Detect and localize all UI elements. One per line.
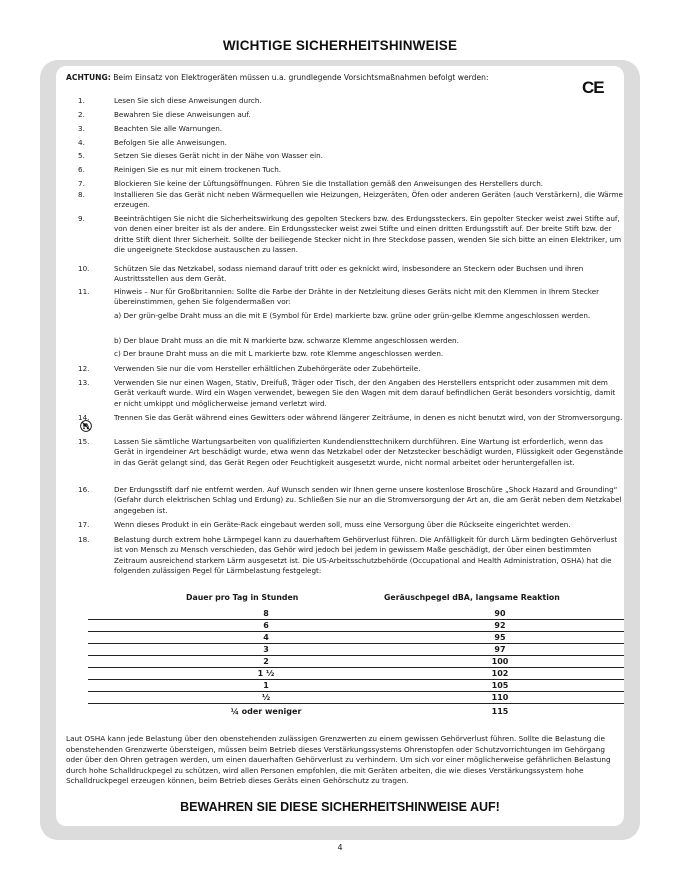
item-text: Verwenden Sie nur einen Wagen, Stativ, Dreifuß, Träger oder Tisch, der den Angaben des Herstellers entspricht oder zusammen mit dem Gerät verkauft wurde. Wird ein Wagen verwendet, bewegen Sie den Wagen mit dem darauf befindlichen Gerät besonders vorsichtig, damit er nicht umkippt und möglicherweise jemand verletzt wird. [114,378,616,408]
item-number: 2. [78,110,85,119]
table-header-hours: Dauer pro Tag in Stunden [186,593,299,602]
item-number: 13. [78,378,90,387]
table-row [88,656,624,668]
table-cell-hours: 4 [263,633,269,642]
item-number: 5. [78,151,85,160]
table-cell-dba: 115 [491,707,509,716]
item-text: Trennen Sie das Gerät während eines Gewitters oder während längerer Zeiträume, in denen es nicht benutzt wird, von der Stromversorgung. [114,413,623,422]
item-text: Der Erdungsstift darf nie entfernt werden. Auf Wunsch senden wir Ihnen gerne unsere kostenlose Broschüre „Shock Hazard and Grounding“ (Gefahr durch elektrischen Schlag und Erdung) zu. Schließen Sie nur an die Stromversorgung der Art an, die am Gerät neben dem Netzkabel angegeben ist. [114,485,622,515]
warning-text: Beim Einsatz von Elektrogeräten müssen u.a. grundlegende Vorsichtsmaßnahmen befolgt werden: [110,73,489,82]
table-cell-hours: 1 ½ [257,669,275,678]
table-cell-dba: 102 [491,669,509,678]
item-text: Blockieren Sie keine der Lüftungsöffnungen. Führen Sie die Installation gemäß den Anweisungen des Herstellers durch. [114,179,544,188]
item-number: 17. [78,520,90,529]
item-number: 1. [78,96,85,105]
table-cell-dba: 92 [494,621,506,630]
item-number: 15. [78,437,90,446]
table-cell-dba: 105 [491,681,509,690]
table-row [88,632,624,644]
table-row [88,706,624,717]
table-row [88,692,624,704]
item-text: Wenn dieses Produkt in ein Geräte-Rack eingebaut werden soll, muss eine Versorgung über die Rückseite eingerichtet werden. [114,520,571,529]
item-number: 14. [78,413,90,422]
table-cell-dba: 110 [491,693,509,702]
sub-item-c: c) Der braune Draht muss an die mit L markierte bzw. rote Klemme angeschlossen werden. [114,349,444,358]
item-number: 3. [78,124,85,133]
table-cell-hours: 3 [263,645,269,654]
item-number: 6. [78,165,85,174]
table-row [88,644,624,656]
item-text: Installieren Sie das Gerät nicht neben Wärmequellen wie Heizungen, Heizgeräten, Öfen oder anderen Geräten (auch Verstärkern), die Wärme erzeugen. [114,190,623,210]
page-title: WICHTIGE SICHERHEITSHINWEISE [222,38,458,53]
sub-item-a: a) Der grün-gelbe Draht muss an die mit E (Symbol für Erde) markierte bzw. grüne oder grün-gelbe Klemme angeschlossen werden. [114,311,591,320]
item-text: Bewahren Sie diese Anweisungen auf. [114,110,251,119]
warning-line [66,73,566,83]
item-text: Belastung durch extrem hohe Lärmpegel kann zu dauerhaftem Gehörverlust führen. Die Anfälligkeit für durch Lärm bedingten Gehörverlust ist von Mensch zu Mensch verschieden, das Gehör wird jedoch bei jedem in gewissem Maße geschädigt, der über einen bestimmten Zeitraum ausreichend starkem Lärm ausgesetzt ist. Die US-Arbeitsschutzbehörde (Occupational and Health Administration, OSHA) hat die folgenden zulässigen Pegel für Lärmbelastung festgelegt: [114,535,618,576]
item-number: 8. [78,190,85,199]
item-text: Verwenden Sie nur die vom Hersteller erhältlichen Zubehörgeräte oder Zubehörteile. [114,364,421,373]
table-cell-hours: 2 [263,657,269,666]
item-text: Reinigen Sie es nur mit einem trockenen Tuch. [114,165,282,174]
item-number: 12. [78,364,90,373]
item-number: 9. [78,214,85,223]
table-cell-hours: 1 [263,681,269,690]
table-header-dba: Geräuschpegel dBA, langsame Reaktion [384,593,560,602]
table-cell-dba: 100 [491,657,509,666]
item-number: 7. [78,179,85,188]
item-text: Hinweis – Nur für Großbritannien: Sollte die Farbe der Drähte in der Netzleitung dieses Geräts nicht mit den Klemmen in Ihrem Stecker übereinstimmen, gehen Sie folgendermaßen vor: [114,287,600,307]
item-text: Lassen Sie sämtliche Wartungsarbeiten von qualifizierten Kundendiensttechnikern durchführen. Eine Wartung ist erforderlich, wenn das Gerät in irgendeiner Art beschädigt wurde, etwa wenn das Netzkabel oder der Netzstecker beschädigt wurden, Flüssigkeit oder Gegenstände in das Gerät gelangt sind, das Gerät Regen oder Feuchtigkeit ausgesetzt wurde, nicht normal arbeitet oder heruntergefallen ist. [114,437,623,467]
table-row [88,620,624,632]
table-cell-hours: 6 [263,621,269,630]
item-text: Beeinträchtigen Sie nicht die Sicherheitswirkung des gepolten Steckers bzw. des Erdungssteckers. Ein gepolter Stecker weist zwei Stifte auf, von denen einer breiter ist als der andere. Ein Erdungsstecker weist zwei Stifte und einen dritten Erdungsstift auf. Der breite Stift bzw. der dritte Stift dient Ihrer Sicherheit. Sollte der beiliegende Stecker nicht in Ihre Steckdose passen, wenden Sie sich bitte an einen Elektriker, um die ungeeignete Steckdose austauschen zu lassen. [114,214,622,255]
warning-label: ACHTUNG: [66,73,111,82]
item-text: Befolgen Sie alle Anweisungen. [114,138,227,147]
item-text: Beachten Sie alle Warnungen. [114,124,223,133]
item-number: 4. [78,138,85,147]
table-row [88,608,624,620]
table-row [88,668,624,680]
save-instructions-heading: BEWAHREN SIE DIESE SICHERHEITSHINWEISE AUF! [180,800,500,814]
item-text: Setzen Sie dieses Gerät nicht in der Nähe von Wasser ein. [114,151,323,160]
item-number: 11. [78,287,90,296]
item-number: 16. [78,485,90,494]
table-cell-hours: ¼ oder weniger [230,707,302,716]
page-number: 4 [337,843,343,852]
ce-mark-icon: CE [582,78,604,97]
table-cell-hours: ½ [261,693,271,702]
table-cell-dba: 95 [494,633,506,642]
table-row [88,680,624,692]
table-cell-dba: 97 [494,645,506,654]
table-cell-hours: 8 [263,609,269,618]
sub-item-b: b) Der blaue Draht muss an die mit N markierte bzw. schwarze Klemme angeschlossen werden. [114,336,459,345]
item-text: Schützen Sie das Netzkabel, sodass niemand darauf tritt oder es geknickt wird, insbesondere an Steckern oder Buchsen und ihren Austrittsstellen aus dem Gerät. [114,264,584,284]
osha-note: Laut OSHA kann jede Belastung über den obenstehenden zulässigen Grenzwerten zu einem gewissen Gehörverlust führen. Sollte die Belastung die obenstehenden Grenzwerte übersteigen, müssen beim Betrieb dieses Verstärkungssystems Ohrenstopfen oder Schutzvorrichtungen im Gehörgang oder über den Ohren getragen werden, um einen dauerhaften Gehörverlust zu verhindern. Um sich vor einer möglicherweise gefährlichen Belastung durch hohe Schalldruckpegel zu schützen, wird allen Personen empfohlen, die mit Geräten arbeiten, die wie dieses Verstärkungssystem hohe Schalldruckpegel erzeugen können, beim Betrieb dieses Geräts einen Gehörschutz zu tragen. [66,734,611,785]
item-number: 10. [78,264,90,273]
item-text: Lesen Sie sich diese Anweisungen durch. [114,96,262,105]
item-number: 18. [78,535,90,544]
table-cell-dba: 90 [494,609,506,618]
